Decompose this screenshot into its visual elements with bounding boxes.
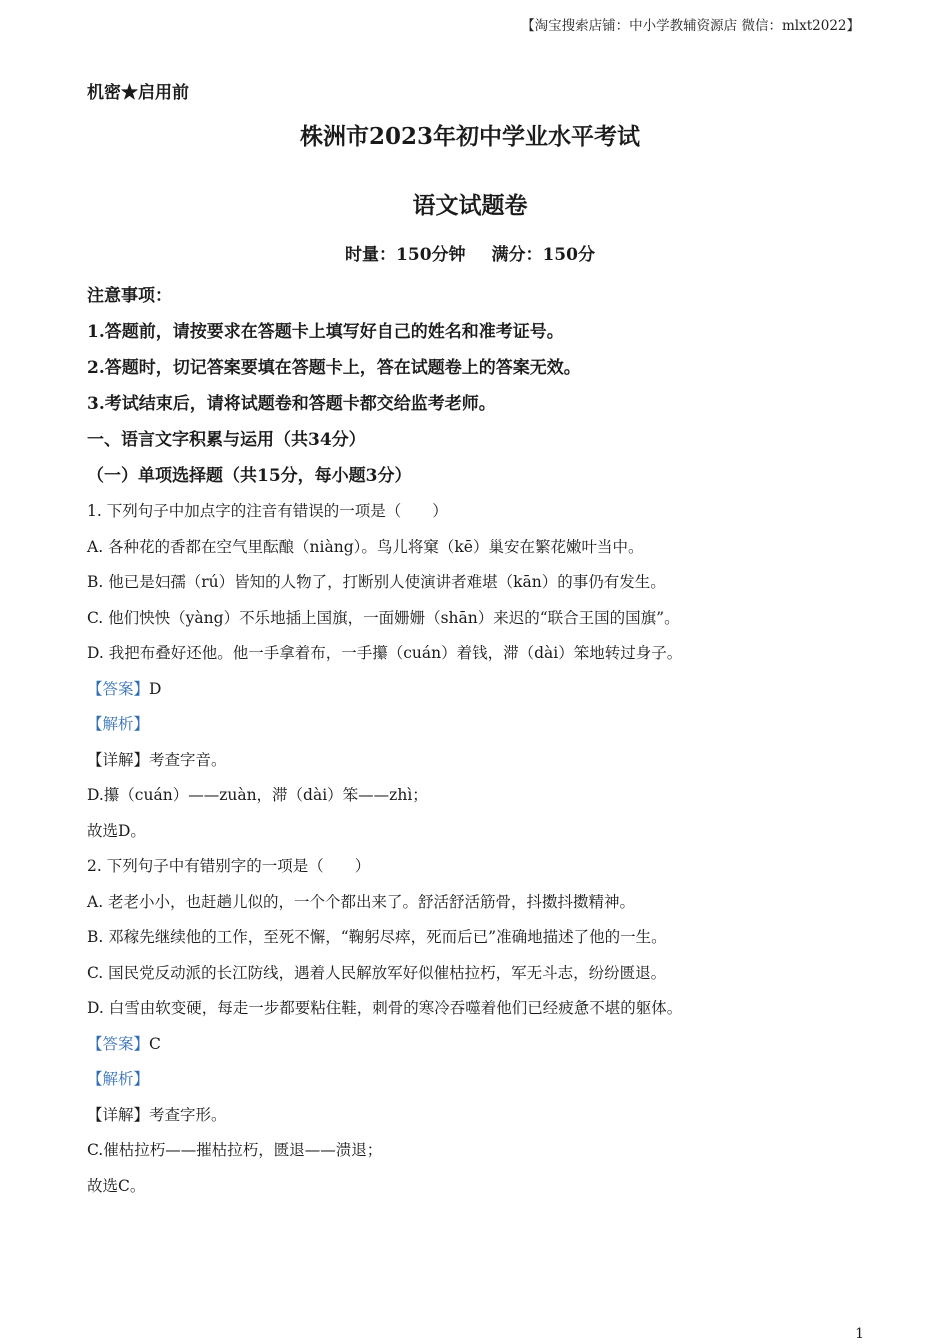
duration: 时量：150分钟 bbox=[345, 245, 466, 265]
q1-answer bbox=[87, 672, 867, 708]
time-info bbox=[73, 238, 867, 278]
q2-analysis-label: 【解析】 bbox=[87, 1070, 150, 1088]
q2-stem: 2. 下列句子中有错别字的一项是（ ） bbox=[87, 857, 371, 875]
q2-option-a: A. 老老小小，也赶趟儿似的，一个个都出来了。舒活舒活筋骨，抖擞抖擞精神。 bbox=[87, 892, 636, 911]
q1-conclusion: 故选D。 bbox=[87, 821, 146, 840]
full-score: 满分：150分 bbox=[491, 245, 595, 265]
notice-item-3: 3.考试结束后，请将试题卷和答题卡都交给监考老师。 bbox=[87, 394, 496, 414]
q2-option-c: C. 国民党反动派的长江防线，遇着人民解放军好似催枯拉朽，军无斗志，纷纷匮退。 bbox=[87, 963, 667, 982]
q2-option-d: D. 白雪由软变硬，每走一步都要粘住鞋，刺骨的寒冷吞噬着他们已经疲惫不堪的躯体。 bbox=[87, 999, 683, 1017]
q1-option-b: B. 他已是妇孺（rú）皆知的人物了，打断别人使演讲者难堪（kān）的事仍有发生。 bbox=[87, 573, 666, 591]
q1-option-c: C. 他们怏怏（yàng）不乐地插上国旗，一面姗姗（shān）来迟的“联合王国的国旗”。 bbox=[87, 608, 680, 627]
q1-answer-value: D bbox=[149, 679, 162, 698]
q2-answer bbox=[87, 1027, 867, 1063]
exam-page bbox=[87, 78, 867, 1204]
q1-option-a: A. 各种花的香都在空气里酝酿（niàng）。鸟儿将窠（kē）巢安在繁花嫩叶当中。 bbox=[87, 537, 644, 556]
q1-stem: 1. 下列句子中加点字的注音有错误的一项是（ ） bbox=[87, 502, 448, 520]
q2-answer-value: C bbox=[149, 1034, 161, 1053]
secret-mark: 机密★启用前 bbox=[87, 83, 189, 103]
q2-detail: 【详解】考查字形。 bbox=[87, 1105, 227, 1124]
subsection-heading: （一）单项选择题（共15分，每小题3分） bbox=[87, 466, 412, 486]
notice-heading: 注意事项： bbox=[87, 286, 172, 306]
exam-title: 株洲市2023年初中学业水平考试 bbox=[299, 123, 640, 150]
notice-item-1: 1.答题前，请按要求在答题卡上填写好自己的姓名和准考证号。 bbox=[87, 322, 564, 342]
q2-conclusion: 故选C。 bbox=[87, 1176, 146, 1195]
q1-explanation: D.攥（cuán）——zuàn，滞（dài）笨——zhì； bbox=[87, 786, 428, 804]
q2-explanation: C.催枯拉朽——摧枯拉朽，匮退——溃退； bbox=[87, 1141, 383, 1159]
page-number: 1 bbox=[855, 1326, 864, 1342]
q2-option-b: B. 邓稼先继续他的工作，至死不懈，“鞠躬尽瘁，死而后已”准确地描述了他的一生。 bbox=[87, 928, 667, 946]
q1-analysis-label: 【解析】 bbox=[87, 715, 150, 733]
notice-item-2: 2.答题时，切记答案要填在答题卡上，答在试题卷上的答案无效。 bbox=[87, 358, 581, 378]
section-heading: 一、语言文字积累与运用（共34分） bbox=[87, 430, 366, 450]
exam-subtitle: 语文试题卷 bbox=[412, 192, 528, 219]
q1-answer-label: 【答案】 bbox=[87, 679, 150, 698]
header-note: 【淘宝搜索店铺：中小学教辅资源店 微信：mlxt2022】 bbox=[521, 18, 860, 34]
q2-answer-label: 【答案】 bbox=[87, 1034, 150, 1053]
q1-option-d: D. 我把布叠好还他。他一手拿着布，一手攥（cuán）着钱，滞（dài）笨地转过身子。 bbox=[87, 644, 683, 662]
q1-detail: 【详解】考查字音。 bbox=[87, 750, 227, 769]
